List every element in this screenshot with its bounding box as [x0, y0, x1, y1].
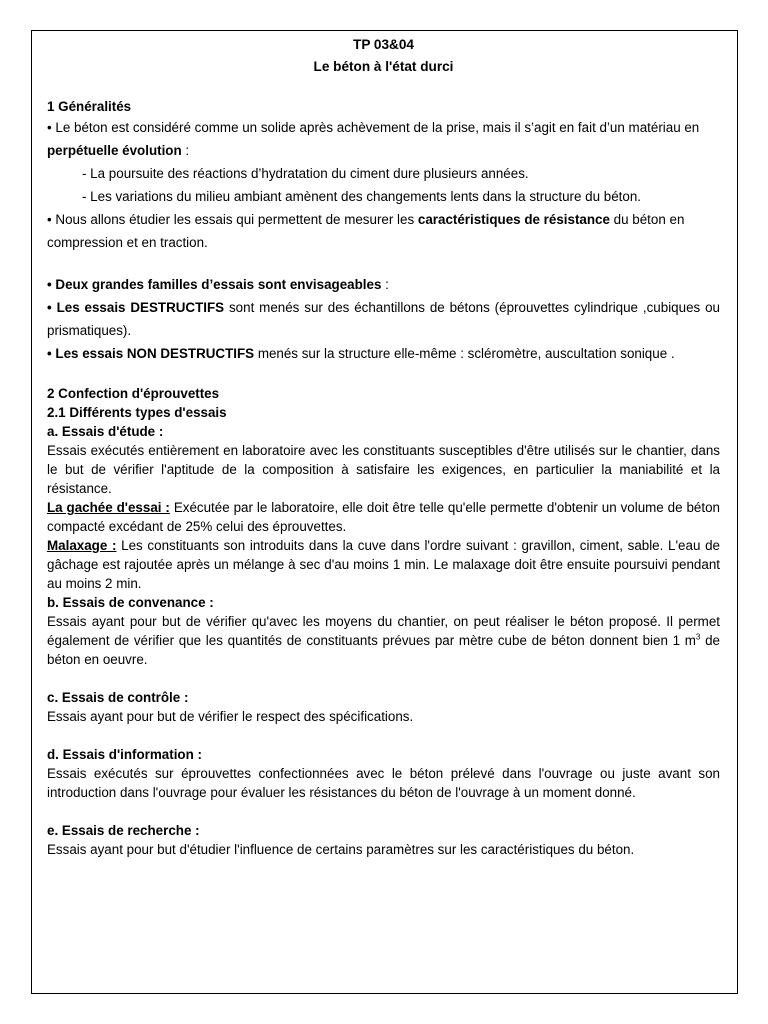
- convenance-text-start: Essais ayant pour but de vérifier qu'avec les moyens du chantier, on peut réaliser le béton proposé. Il permet également de vérifier que les quantités de constituants prévues par mètre cube de béton donnent bien 1 m: [47, 614, 720, 648]
- gachee-paragraph: [47, 498, 720, 536]
- essais-convenance-text: [47, 612, 720, 669]
- malaxage-label: Malaxage :: [47, 538, 117, 553]
- bullet-destructifs: [47, 296, 720, 342]
- essais-information-text: Essais exécutés sur éprouvettes confectionnées avec le béton prélevé dans l'ouvrage ou juste avant son introduction dans l'ouvrage pour évaluer les résistances du béton de l'ouvrage à un moment donné.: [47, 766, 720, 800]
- bullet-non-destructifs-emphasis: • Les essais NON DESTRUCTIFS: [47, 346, 255, 361]
- malaxage-paragraph: [47, 536, 720, 593]
- section-2-heading: 2 Confection d'éprouvettes: [47, 386, 220, 401]
- sub-item-hydratation: - La poursuite des réactions d’hydratation du ciment dure plusieurs années.: [82, 166, 529, 181]
- gachee-label: La gachée d'essai :: [47, 500, 170, 515]
- essais-etude-heading: a. Essais d'étude :: [47, 424, 164, 439]
- section-2-1-heading: 2.1 Différents types d'essais: [47, 405, 227, 420]
- essais-controle-text: Essais ayant pour but de vérifier le respect des spécifications.: [47, 709, 414, 724]
- essais-recherche-heading: e. Essais de recherche :: [47, 823, 200, 838]
- essais-controle-heading: c. Essais de contrôle :: [47, 690, 189, 705]
- essais-convenance-heading: b. Essais de convenance :: [47, 595, 214, 610]
- essais-information-heading: d. Essais d'information :: [47, 747, 202, 762]
- malaxage-text: Les constituants son introduits dans la cuve dans l'ordre suivant : gravillon, ciment, sable. L'eau de gâchage est rajoutée après un mélange à sec d'au moins 1 min. Le malaxage doit être ensuite poursuivi pendant au moins 2 min.: [47, 538, 720, 591]
- bullet-solide-emphasis: perpétuelle évolution: [47, 143, 182, 158]
- bullet-familles-end: :: [381, 277, 389, 292]
- bullet-destructifs-text: sont menés sur des échantillons de bétons (éprouvettes cylindrique ,cubiques ou prismatiques).: [47, 300, 720, 338]
- bullet-destructifs-emphasis: • Les essais DESTRUCTIFS: [47, 300, 225, 315]
- convenance-text-end: de béton en oeuvre.: [47, 633, 720, 667]
- bullet-familles: [47, 273, 720, 296]
- bullet-solide-end: :: [181, 143, 190, 158]
- bullet-solide-text: • Le béton est considéré comme un solide après achèvement de la prise, mais il s’agit en fait d’un matériau en: [47, 120, 700, 135]
- essais-etude-text: Essais exécutés entièrement en laboratoire avec les constituants susceptibles d'être utilisés sur le chantier, dans le but de vérifier l'aptitude de la composition à satisfaire les exigences, en particulier la maniabilité et la résistance.: [47, 443, 720, 496]
- bullet-non-destructifs-text: menés sur la structure elle-même : scléromètre, auscultation sonique .: [254, 346, 675, 361]
- bullet-essais-end: du béton en compression et en traction.: [47, 212, 685, 250]
- essais-recherche-text: Essais ayant pour but d'étudier l'influence de certains paramètres sur les caractéristiques du béton.: [47, 842, 635, 857]
- section-1-heading: 1 Généralités: [47, 99, 132, 114]
- sub-item-variations: - Les variations du milieu ambiant amènent des changements lents dans la structure du béton.: [82, 189, 642, 204]
- bullet-essais-text: • Nous allons étudier les essais qui permettent de mesurer les: [47, 212, 418, 227]
- bullet-solide: [47, 116, 720, 162]
- bullet-familles-emphasis: • Deux grandes familles d’essais sont envisageables: [47, 277, 382, 292]
- document-body: [47, 34, 720, 859]
- gachee-text: Exécutée par le laboratoire, elle doit être telle qu'elle permette d'obtenir un volume de béton compacté excédant de 25% celui des éprouvettes.: [47, 500, 720, 534]
- bullet-non-destructifs: [47, 342, 720, 365]
- cubic-exponent: 3: [695, 632, 701, 642]
- bullet-essais-emphasis: caractéristiques de résistance: [417, 212, 610, 227]
- bullet-essais-resistance: [47, 208, 720, 254]
- document-title: Le béton à l'état durci: [313, 59, 454, 74]
- tp-code: TP 03&04: [353, 37, 414, 52]
